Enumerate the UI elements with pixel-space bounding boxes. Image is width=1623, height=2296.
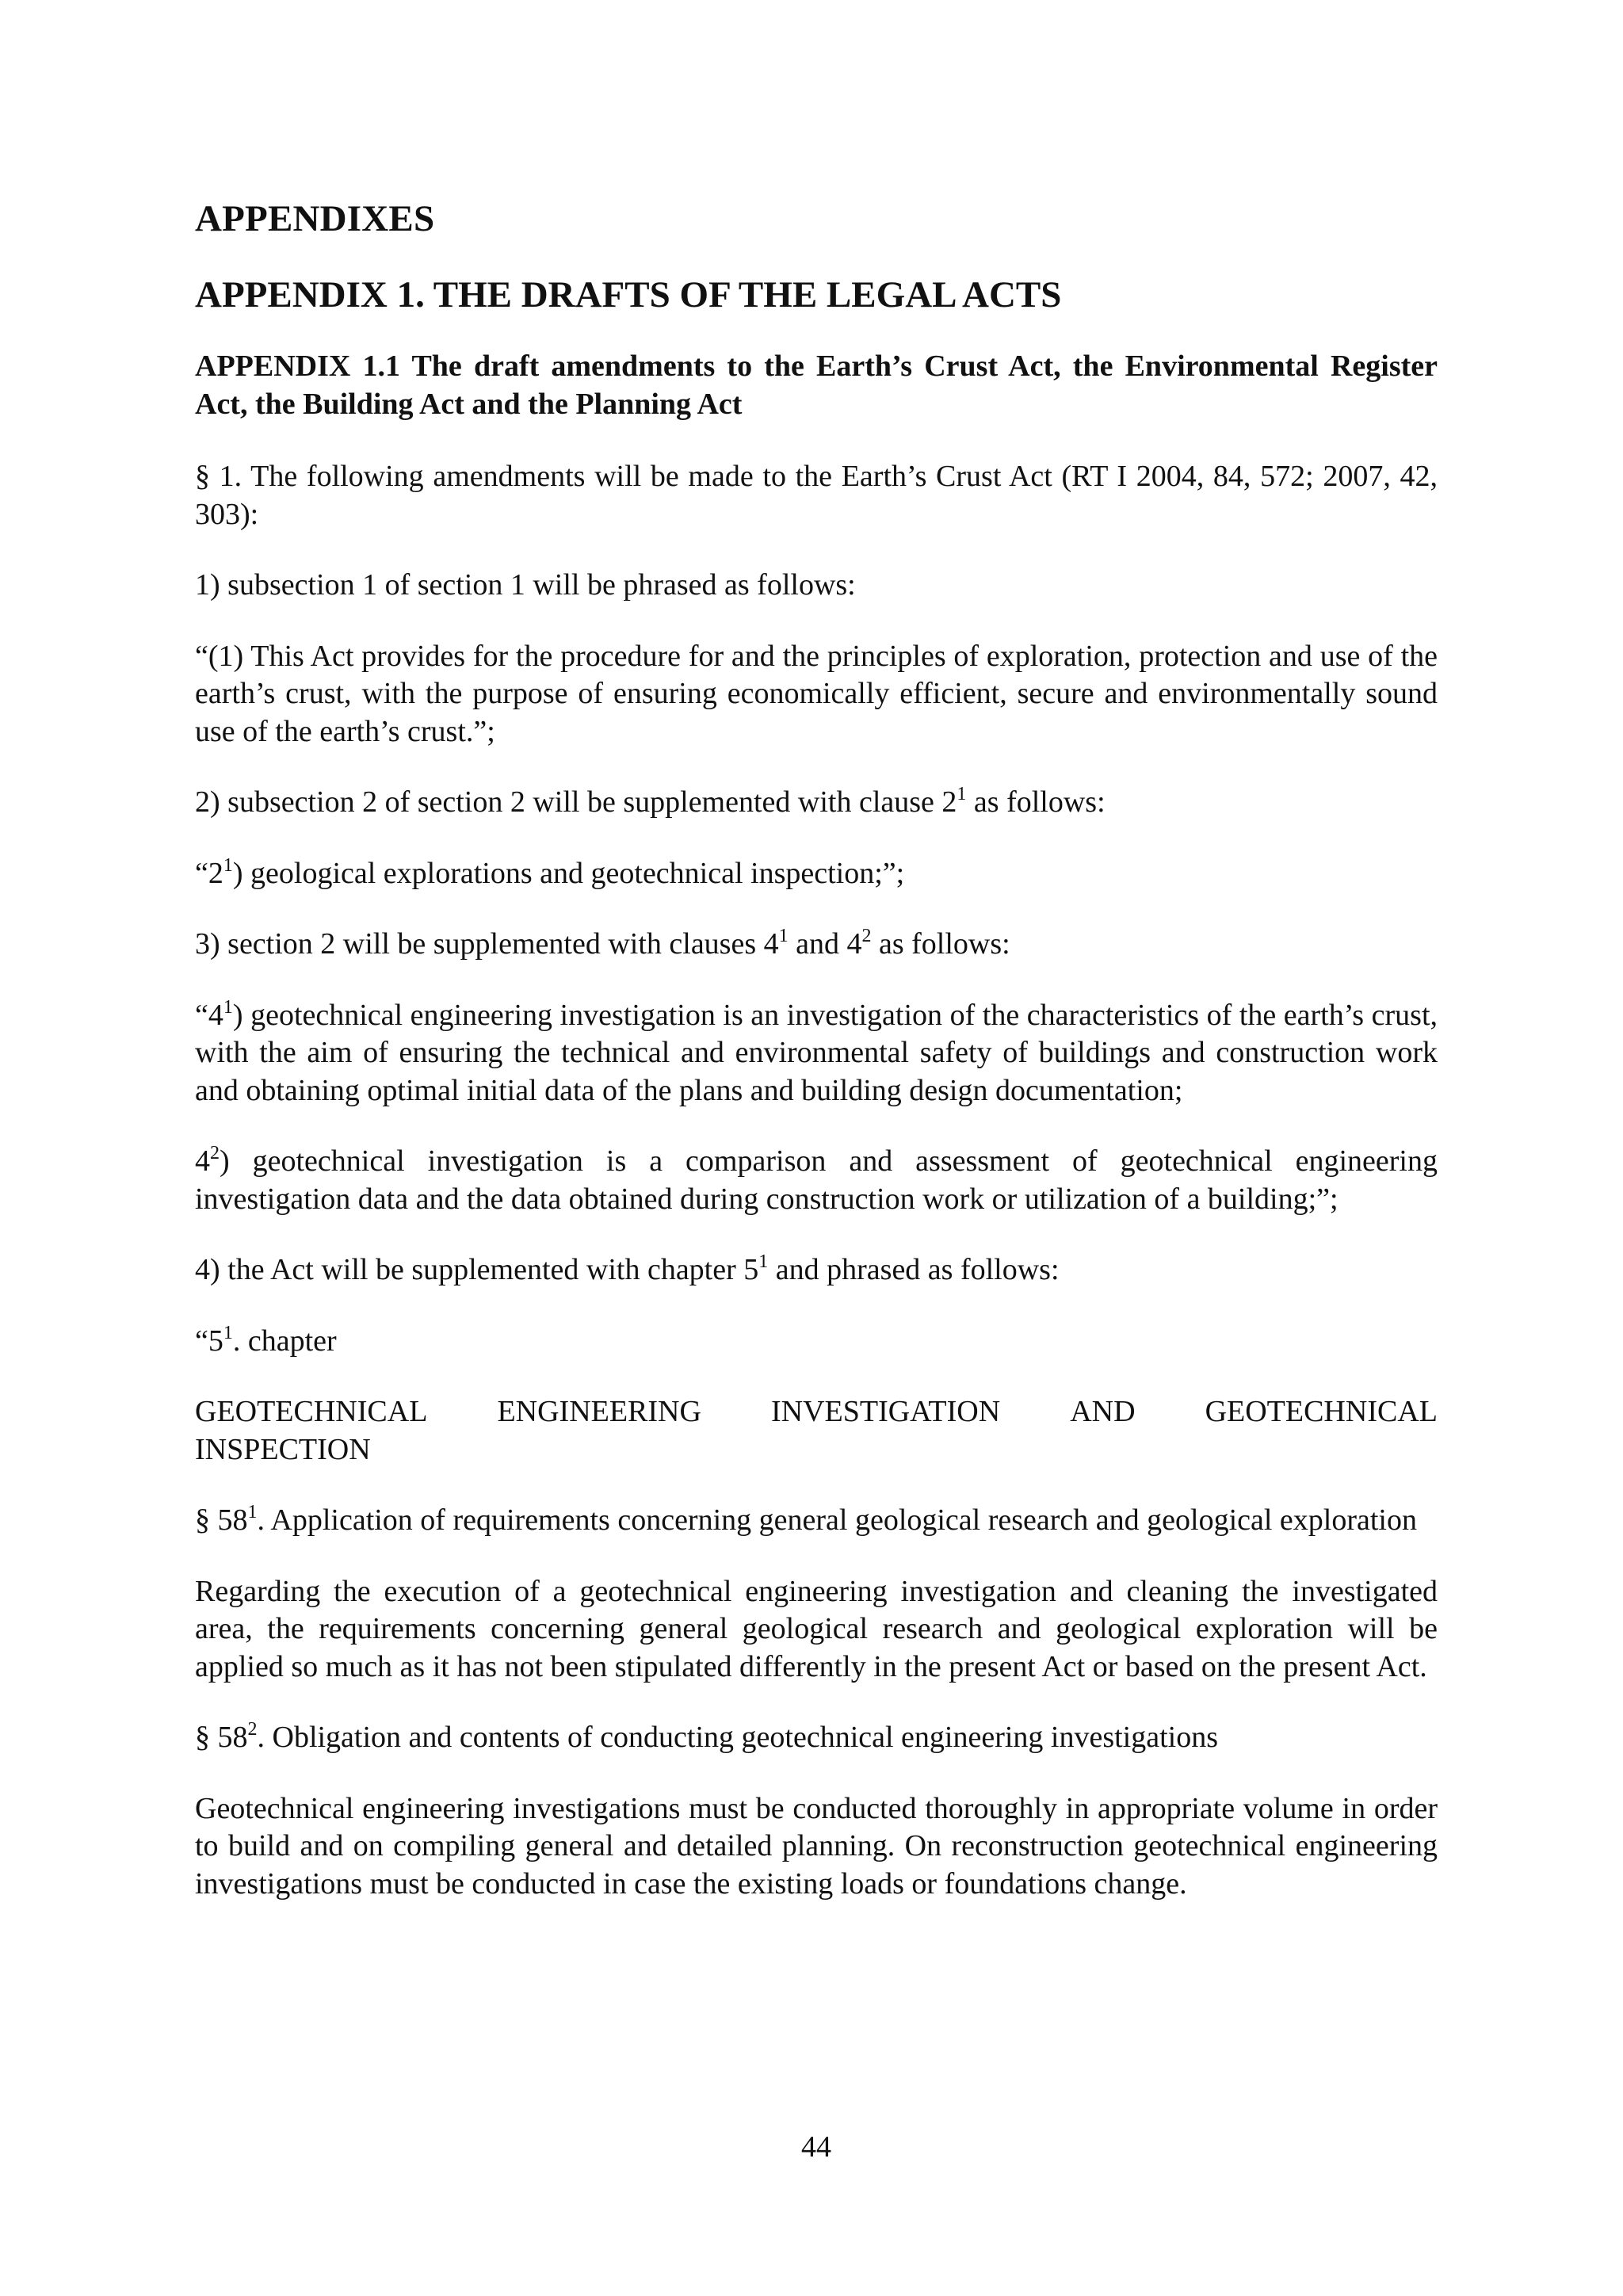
superscript: 2 bbox=[247, 1719, 258, 1740]
text-segment: . chapter bbox=[232, 1324, 337, 1358]
paragraph-clause-4-1 bbox=[195, 997, 1438, 1110]
superscript: 1 bbox=[247, 1502, 258, 1522]
text-segment: 2) subsection 2 of section 2 will be supplemented with clause 2 bbox=[195, 785, 957, 819]
paragraph-section-58-2-text: Geotechnical engineering investigations must be conducted thoroughly in appropriate volume in order to build and on compiling general and detailed planning. On reconstruction geotechnical engineering investigations must be conducted in case the existing loads or foundations change. bbox=[195, 1791, 1438, 1901]
appendix-1-1-heading: APPENDIX 1.1 The draft amendments to the Earth’s Crust Act, the Environmental Register Act, the Building Act and the Planning Act bbox=[195, 350, 1438, 421]
text-segment: and 4 bbox=[788, 927, 862, 961]
document-page bbox=[195, 0, 1438, 2296]
text-segment: as follows: bbox=[966, 785, 1106, 819]
text-segment: as follows: bbox=[871, 927, 1010, 961]
appendix-1-heading: APPENDIX 1. THE DRAFTS OF THE LEGAL ACTS bbox=[195, 274, 1062, 315]
paragraph-chapter-5-1 bbox=[195, 1323, 1438, 1361]
paragraph-clause-2-1 bbox=[195, 855, 1438, 893]
document-body bbox=[195, 458, 1438, 1936]
text-segment: 4 bbox=[195, 1144, 210, 1178]
paragraph-section-58-1-text: Regarding the execution of a geotechnical engineering investigation and cleaning the investigated area, the requirements concerning general geological research and geological exploration will be applied so much as it has not been stipulated differently in the present Act or based on the present Act. bbox=[195, 1574, 1438, 1683]
paragraph-subsection-1-text: “(1) This Act provides for the procedure for and the principles of exploration, protection and use of the earth’s crust, with the purpose of ensuring economically efficient, secure and environmentally sound use of the earth’s crust.”; bbox=[195, 639, 1438, 748]
text-segment: “2 bbox=[195, 856, 223, 890]
superscript: 1 bbox=[957, 784, 967, 804]
chapter-title-word: INSPECTION bbox=[195, 1432, 371, 1466]
superscript: 1 bbox=[778, 926, 789, 946]
paragraph-clause-4-2 bbox=[195, 1143, 1438, 1218]
chapter-title-line-1 bbox=[195, 1393, 1438, 1431]
paragraph-section-58-1 bbox=[195, 1502, 1438, 1540]
text-segment: . Obligation and contents of conducting geotechnical engineering investigations bbox=[257, 1721, 1219, 1754]
chapter-title-word: INVESTIGATION bbox=[770, 1395, 1001, 1428]
chapter-title-word: GEOTECHNICAL bbox=[1205, 1395, 1438, 1428]
page-number: 44 bbox=[801, 2130, 831, 2164]
paragraph-section-1: § 1. The following amendments will be made to the Earth’s Crust Act (RT I 2004, 84, 572; 2007, 42, 303): bbox=[195, 460, 1438, 531]
text-segment: ) geotechnical engineering investigation is an investigation of the characteristics of the earth’s crust, with the aim of ensuring the technical and environmental safety of buildings and construction work and obtaining optimal initial data of the plans and building design documentation; bbox=[195, 998, 1438, 1107]
superscript: 2 bbox=[861, 926, 872, 946]
paragraph-amendment-4 bbox=[195, 1251, 1438, 1289]
text-segment: and phrased as follows: bbox=[768, 1253, 1060, 1286]
text-segment: § 58 bbox=[195, 1503, 248, 1537]
superscript: 1 bbox=[223, 996, 233, 1018]
chapter-title-word: ENGINEERING bbox=[497, 1395, 701, 1428]
superscript: 1 bbox=[758, 1251, 769, 1272]
text-segment: “5 bbox=[195, 1324, 223, 1358]
chapter-title-word: AND bbox=[1070, 1395, 1136, 1428]
text-segment: § 58 bbox=[195, 1721, 248, 1754]
paragraph-amendment-1: 1) subsection 1 of section 1 will be phrased as follows: bbox=[195, 568, 856, 602]
paragraph-amendment-3 bbox=[195, 926, 1438, 964]
paragraph-amendment-2 bbox=[195, 784, 1438, 822]
text-segment: . Application of requirements concerning general geological research and geological exploration bbox=[257, 1503, 1417, 1537]
superscript: 2 bbox=[210, 1143, 220, 1163]
superscript: 1 bbox=[223, 854, 233, 876]
chapter-title-line-2 bbox=[195, 1431, 1438, 1469]
text-segment: 3) section 2 will be supplemented with clauses 4 bbox=[195, 927, 779, 961]
appendixes-heading: APPENDIXES bbox=[195, 198, 435, 239]
text-segment: ) geotechnical investigation is a comparison and assessment of geotechnical engineering investigation data and the data obtained during construction work or utilization of a building;”; bbox=[195, 1144, 1438, 1216]
paragraph-section-58-2 bbox=[195, 1719, 1438, 1757]
superscript: 1 bbox=[223, 1322, 233, 1343]
text-segment: 4) the Act will be supplemented with chapter 5 bbox=[195, 1253, 759, 1286]
text-segment: ) geological explorations and geotechnical inspection;”; bbox=[232, 856, 905, 890]
chapter-title-word: GEOTECHNICAL bbox=[195, 1395, 428, 1428]
text-segment: “4 bbox=[195, 998, 223, 1032]
chapter-title bbox=[195, 1393, 1438, 1469]
